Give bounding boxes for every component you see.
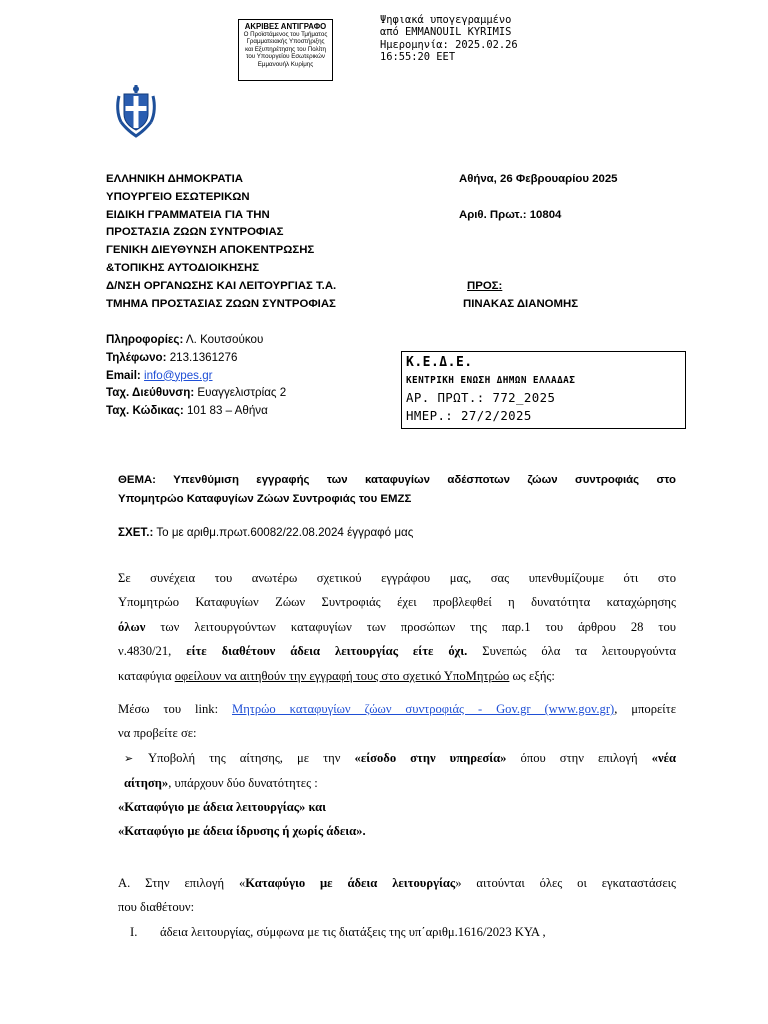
subject-line: Υπομητρώο Καταφυγίων Ζώων Συντροφιάς του ΕΜΖΣ	[118, 493, 412, 505]
contact-phone-row: Τηλέφωνο: 213.1361276	[106, 350, 238, 364]
paragraph-line: να προβείτε σε:	[118, 726, 197, 741]
contact-postcode-row: Ταχ. Κώδικας: 101 83 – Αθήνα	[106, 404, 268, 418]
paragraph-line: που διαθέτουν:	[118, 900, 195, 915]
option-line: «Καταφύγιο με άδεια λειτουργίας» και	[118, 800, 327, 814]
header-line: ΤΜΗΜΑ ΠΡΟΣΤΑΣΙΑΣ ΖΩΩΝ ΣΥΝΤΡΟΦΙΑΣ	[106, 297, 336, 310]
kede-title: Κ.Ε.Δ.Ε.	[406, 355, 473, 370]
stamp-line: και Εξυπηρέτησης του Πολίτη	[245, 45, 326, 53]
stamp-line: Εμμανουήλ Κυρίμης	[257, 60, 314, 68]
recipient-label: ΠΡΟΣ:	[467, 280, 503, 292]
kede-registration-stamp	[401, 351, 686, 429]
header-line: Δ/ΝΣΗ ΟΡΓΑΝΩΣΗΣ ΚΑΙ ΛΕΙΤΟΥΡΓΙΑΣ Τ.Α.	[106, 279, 337, 292]
paragraph-line: όλων των λειτουργούντων καταφυγίων των προσώπων της παρ.1 του άρθρου 28 του	[118, 619, 676, 634]
registry-link[interactable]: Μητρώο καταφυγίων ζώων συντροφιάς - Gov.gr (www.gov.gr)	[232, 702, 615, 716]
document-date: Αθήνα, 26 Φεβρουαρίου 2025	[459, 173, 618, 185]
paragraph-line: καταφύγια οφείλουν να αιτηθούν την εγγραφή τους στο σχετικό ΥποΜητρώο ως εξής:	[118, 668, 555, 683]
contact-email-row: Email: info@ypes.gr	[106, 368, 213, 382]
stamp-title: ΑΚΡΙΒΕΣ ΑΝΤΙΓΡΑΦΟ	[244, 22, 327, 31]
options-list	[118, 795, 366, 844]
bullet-line: αίτηση», υπάρχουν δύο δυνατότητες :	[124, 776, 318, 791]
recipient-value: ΠΙΝΑΚΑΣ ΔΙΑΝΟΜΗΣ	[463, 298, 579, 310]
numbered-item	[130, 920, 546, 944]
bullet-line: ➢ Υποβολή της αίτησης, με την «είσοδο στην υπηρεσία» όπου στην επιλογή «νέα	[124, 746, 676, 771]
paragraph-line: Υπομητρώο Καταφυγίων Ζώων Συντροφιάς έχει προβλεφθεί η δυνατότητα καταχώρησης	[118, 595, 676, 610]
arrow-bullet-icon: ➢	[124, 752, 134, 765]
signature-line: 16:55:20 EET	[380, 51, 456, 64]
header-line: ΓΕΝΙΚΗ ΔΙΕΥΘΥΝΣΗ ΑΠΟΚΕΝΤΡΩΣΗΣ	[106, 244, 315, 257]
stamp-line: του Υπουργείου Εσωτερικών	[246, 53, 325, 61]
contact-info-row: Πληροφορίες: Λ. Κουτσούκου	[106, 333, 264, 346]
subject	[118, 471, 676, 509]
issuer-header	[106, 171, 336, 313]
paragraph-line: Μέσω του link: Μητρώο καταφυγίων ζώων συντροφιάς - Gov.gr (www.gov.gr), μπορείτε	[118, 702, 677, 716]
kede-date: ΗΜΕΡ.: 27/2/2025	[406, 408, 532, 423]
bullet-item	[124, 746, 676, 796]
signature-line: Ημερομηνία: 2025.02.26	[380, 38, 518, 51]
header-line: &ΤΟΠΙΚΗΣ ΑΥΤΟΔΙΟΙΚΗΣΗΣ	[106, 261, 260, 274]
stamp-line: Γραμματειακής Υποστήριξης	[246, 38, 325, 46]
header-line: ΥΠΟΥΡΓΕΙΟ ΕΣΩΤΕΡΙΚΩΝ	[106, 190, 250, 203]
greek-coat-of-arms-icon	[113, 84, 159, 138]
body-paragraph-3	[118, 871, 676, 920]
header-line: ΕΛΛΗΝΙΚΗ ΔΗΜΟΚΡΑΤΙΑ	[106, 173, 243, 185]
paragraph-line: Α. Στην επιλογή «Καταφύγιο με άδεια λειτουργίας» αιτούνται όλες οι εγκαταστάσεις	[118, 876, 676, 890]
body-paragraph-2	[118, 697, 676, 746]
protocol-number: Αριθ. Πρωτ.: 10804	[459, 209, 562, 221]
paragraph-line: Σε συνέχεια του ανωτέρω σχετικού εγγράφου μας, σας υπενθυμίζουμε ότι στο	[118, 571, 676, 585]
kede-protocol: ΑΡ. ΠΡΩΤ.: 772_2025	[406, 390, 556, 405]
subject-line: ΘΕΜΑ: Υπενθύμιση εγγραφής των καταφυγίων αδέσποτων ζώων συντροφιάς στο	[118, 474, 676, 486]
item-number: I.	[130, 925, 138, 939]
paragraph-line: ν.4830/21, είτε διαθέτουν άδεια λειτουργίας είτε όχι. Συνεπώς όλα τα λειτουργούντα	[118, 644, 676, 659]
certified-copy-stamp	[238, 19, 333, 81]
signature-line: από EMMANOUIL KYRIMIS	[380, 26, 512, 39]
digital-signature	[380, 14, 518, 64]
signature-line: Ψηφιακά υπογεγραμμένο	[380, 14, 512, 26]
header-line: ΕΙΔΙΚΗ ΓΡΑΜΜΑΤΕΙΑ ΓΙΑ ΤΗΝ	[106, 208, 270, 221]
contact-info	[106, 331, 286, 420]
email-link[interactable]: info@ypes.gr	[144, 368, 213, 382]
contact-address-row: Ταχ. Διεύθυνση: Ευαγγελιστρίας 2	[106, 386, 287, 400]
item-text: άδεια λειτουργίας, σύμφωνα με τις διατάξεις της υπ΄αριθμ.1616/2023 ΚΥΑ ,	[160, 925, 546, 939]
kede-name: ΚΕΝΤΡΙΚΗ ΕΝΩΣΗ ΔΗΜΩΝ ΕΛΛΑΔΑΣ	[406, 375, 576, 386]
stamp-line: Ο Προϊστάμενος του Τμήματος	[243, 31, 328, 38]
body-paragraph-1	[118, 566, 676, 688]
option-line: «Καταφύγιο με άδεια ίδρυσης ή χωρίς άδεια».	[118, 824, 366, 839]
header-line: ΠΡΟΣΤΑΣΙΑ ΖΩΩΝ ΣΥΝΤΡΟΦΙΑΣ	[106, 226, 284, 239]
reference: ΣΧΕΤ.: Το με αριθμ.πρωτ.60082/22.08.2024 έγγραφό μας	[118, 526, 414, 539]
